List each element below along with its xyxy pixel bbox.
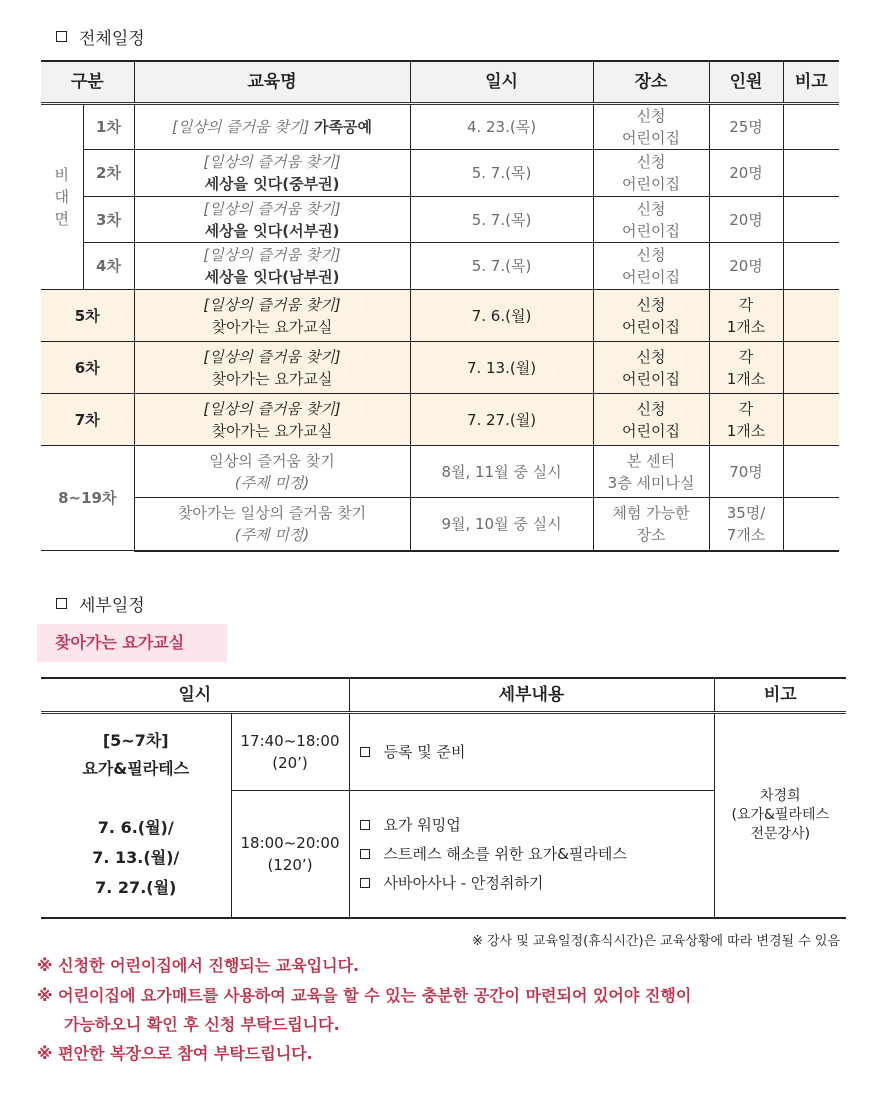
time-cell: 18:00~20:00 (120’) (231, 791, 349, 918)
note-cell (783, 446, 839, 498)
table-header-row (41, 61, 839, 104)
program-name: [일상의 즐거움 찾기] 세상을 잇다(중부권) (134, 150, 410, 197)
date-cell: 7. 13.(월) (410, 342, 593, 394)
place-cell: 체험 가능한 장소 (593, 498, 709, 551)
header-people: 인원 (709, 61, 783, 104)
place-cell: 본 센터 3층 세미나실 (593, 446, 709, 498)
header-detail: 세부내용 (349, 678, 714, 713)
notice-2: ※ 어린이집에 요가매트를 사용하여 교육을 할 수 있는 충분한 공간이 마련되어 있어야 진행이 (37, 986, 692, 1005)
people-cell: 20명 (709, 243, 783, 290)
section-title-overall (56, 24, 145, 49)
notice-1: ※ 신청한 어린이집에서 진행되는 교육입니다. (37, 956, 360, 975)
table-row-highlight (41, 290, 839, 342)
time-cell: 17:40~18:00 (20’) (231, 713, 349, 791)
date-cell: 4. 23.(목) (410, 104, 593, 150)
header-note: 비고 (714, 678, 846, 713)
note-cell (783, 498, 839, 551)
overall-schedule-table (41, 60, 839, 552)
table-row (41, 498, 839, 551)
section-title-detail (56, 591, 145, 616)
people-cell: 각 1개소 (709, 394, 783, 446)
program-name: [일상의 즐거움 찾기] 가족공예 (134, 104, 410, 150)
people-cell: 35명/ 7개소 (709, 498, 783, 551)
table-row (41, 197, 839, 243)
table-row-highlight (41, 342, 839, 394)
table-row-highlight (41, 394, 839, 446)
date-cell: 7. 27.(월) (410, 394, 593, 446)
checkbox-bullet-icon (360, 849, 370, 859)
row-number: 6차 (41, 342, 134, 394)
note-cell (783, 197, 839, 243)
people-cell: 각 1개소 (709, 342, 783, 394)
header-note: 비고 (783, 61, 839, 104)
table-row (41, 104, 839, 150)
date-cell: 8월, 11월 중 실시 (410, 446, 593, 498)
place-cell: 신청 어린이집 (593, 243, 709, 290)
session-cell: [5~7차] 요가&필라테스 7. 6.(월)/ 7. 13.(월)/ 7. 27.(월) (41, 713, 231, 918)
place-cell: 신청 어린이집 (593, 290, 709, 342)
date-cell: 5. 7.(목) (410, 243, 593, 290)
people-cell: 25명 (709, 104, 783, 150)
footnote: ※ 강사 및 교육일정(휴식시간)은 교육상황에 따라 변경될 수 있음 (471, 934, 840, 949)
place-cell: 신청 어린이집 (593, 342, 709, 394)
program-name: [일상의 즐거움 찾기] 세상을 잇다(서부권) (134, 197, 410, 243)
instructor-cell: 차경희 (요가&필라테스 전문강사) (714, 713, 846, 918)
header-category: 구분 (41, 61, 134, 104)
table-row (41, 150, 839, 197)
header-date: 일시 (41, 678, 349, 713)
row-number: 1차 (83, 104, 134, 150)
note-cell (783, 150, 839, 197)
detail-schedule-table (41, 677, 846, 919)
section1-title: 전체일정 (79, 29, 145, 49)
people-cell: 70명 (709, 446, 783, 498)
checkbox-bullet-icon (56, 598, 67, 609)
date-cell: 9월, 10월 중 실시 (410, 498, 593, 551)
checkbox-bullet-icon (56, 31, 67, 42)
program-name: [일상의 즐거움 찾기] 찾아가는 요가교실 (134, 342, 410, 394)
people-cell: 20명 (709, 197, 783, 243)
place-cell: 신청 어린이집 (593, 197, 709, 243)
people-cell: 20명 (709, 150, 783, 197)
row-number: 8~19차 (41, 446, 134, 551)
table-row (41, 713, 846, 791)
checkbox-bullet-icon (360, 820, 370, 830)
note-cell (783, 342, 839, 394)
place-cell: 신청 어린이집 (593, 104, 709, 150)
row-number: 5차 (41, 290, 134, 342)
date-cell: 5. 7.(목) (410, 150, 593, 197)
group-label-offline: 비 대 면 (41, 104, 83, 290)
row-number: 4차 (83, 243, 134, 290)
row-number: 3차 (83, 197, 134, 243)
program-name: 일상의 즐거움 찾기 (주제 미정) (134, 446, 410, 498)
program-name: [일상의 즐거움 찾기] 찾아가는 요가교실 (134, 394, 410, 446)
note-cell (783, 394, 839, 446)
place-cell: 신청 어린이집 (593, 394, 709, 446)
date-cell: 7. 6.(월) (410, 290, 593, 342)
checkbox-bullet-icon (360, 747, 370, 757)
row-number: 7차 (41, 394, 134, 446)
program-name: [일상의 즐거움 찾기] 찾아가는 요가교실 (134, 290, 410, 342)
date-cell: 5. 7.(목) (410, 197, 593, 243)
notice-3: ※ 편안한 복장으로 참여 부탁드립니다. (37, 1044, 313, 1063)
section2-title: 세부일정 (79, 596, 145, 616)
program-name: [일상의 즐거움 찾기] 세상을 잇다(남부권) (134, 243, 410, 290)
table-header-row (41, 678, 846, 713)
note-cell (783, 243, 839, 290)
people-cell: 각 1개소 (709, 290, 783, 342)
program-name: 찾아가는 일상의 즐거움 찾기 (주제 미정) (134, 498, 410, 551)
header-date: 일시 (410, 61, 593, 104)
table-row (41, 243, 839, 290)
detail-cell: 요가 워밍업 스트레스 해소를 위한 요가&필라테스 사바아사나 - 안정취하기 (349, 791, 714, 918)
note-cell (783, 290, 839, 342)
detail-cell: 등록 및 준비 (349, 713, 714, 791)
table-row (41, 446, 839, 498)
header-place: 장소 (593, 61, 709, 104)
row-number: 2차 (83, 150, 134, 197)
place-cell: 신청 어린이집 (593, 150, 709, 197)
notice-2-cont: 가능하오니 확인 후 신청 부탁드립니다. (64, 1015, 340, 1034)
program-label: 찾아가는 요가교실 (37, 624, 227, 662)
checkbox-bullet-icon (360, 878, 370, 888)
header-program: 교육명 (134, 61, 410, 104)
note-cell (783, 104, 839, 150)
